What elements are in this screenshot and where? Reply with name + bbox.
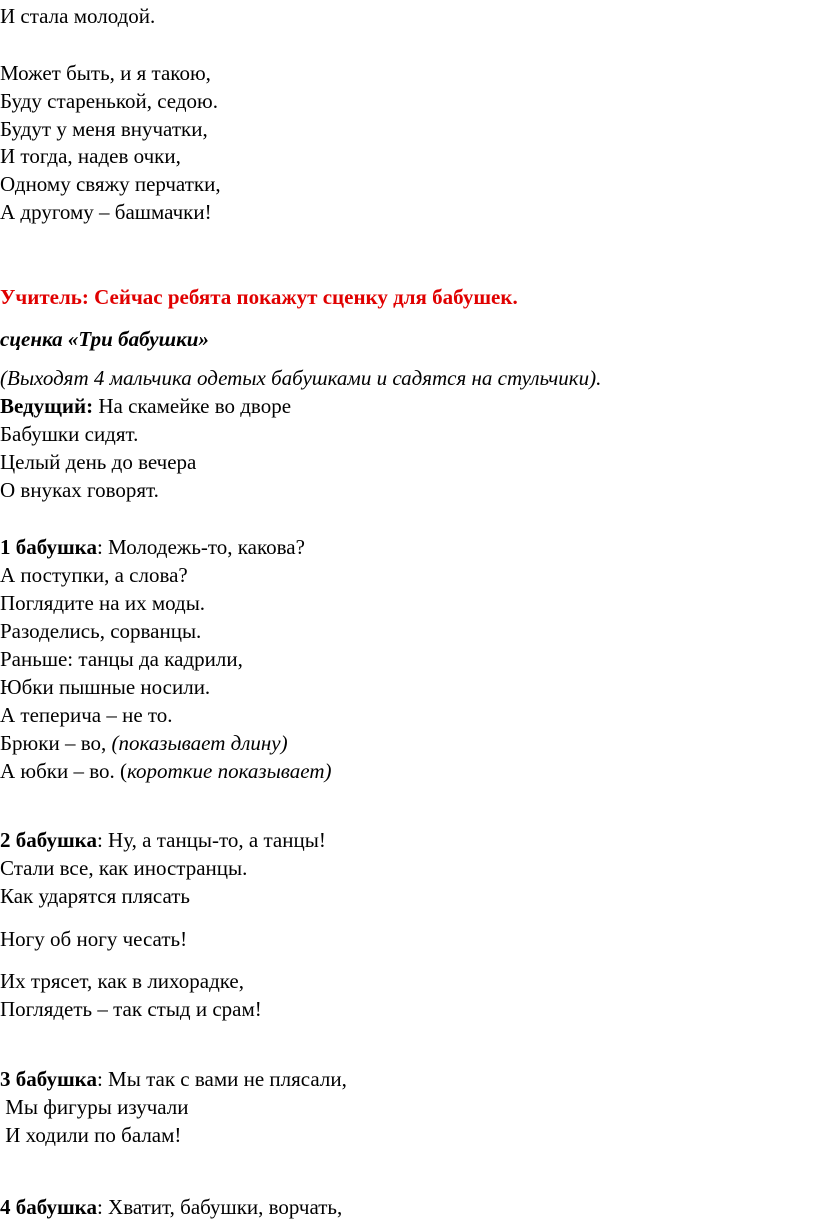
poem-line: И ходили по балам! xyxy=(0,1123,182,1147)
speaker-text: : Молодежь-то, какова? xyxy=(96,535,305,559)
line-text: Брюки – во, xyxy=(0,731,112,755)
speaker-text: : Хватит, бабушки, ворчать, xyxy=(96,1195,343,1219)
poem-line: Ногу об ногу чесать! xyxy=(0,927,188,951)
speaker-label: 2 бабушка xyxy=(0,828,97,852)
speaker-label: 4 бабушка xyxy=(0,1195,97,1219)
poem-line: И стала молодой. xyxy=(0,4,156,28)
poem-line: И тогда, надев очки, xyxy=(0,144,181,168)
speaker-text: На скамейке во дворе xyxy=(93,394,292,418)
grandma-3-line xyxy=(0,1065,347,1093)
speaker-label: 1 бабушка xyxy=(0,535,97,559)
poem-line: А другому – башмачки! xyxy=(0,200,212,224)
host-line xyxy=(0,392,291,420)
poem-line: Мы фигуры изучали xyxy=(0,1095,189,1119)
grandma-4-line xyxy=(0,1193,342,1221)
poem-line xyxy=(0,729,288,757)
poem-line: Может быть, и я такою, xyxy=(0,61,211,85)
line-text: А юбки – во. ( xyxy=(0,759,127,783)
poem-line: Стали все, как иностранцы. xyxy=(0,856,248,880)
poem-line: Поглядите на их моды. xyxy=(0,591,206,615)
poem-line: Бабушки сидят. xyxy=(0,422,139,446)
poem-line: Одному свяжу перчатки, xyxy=(0,172,221,196)
poem-line: Юбки пышные носили. xyxy=(0,675,211,699)
poem-line: Как ударятся плясать xyxy=(0,884,190,908)
poem-line: Буду старенькой, седою. xyxy=(0,89,218,113)
poem-line: Их трясет, как в лихорадке, xyxy=(0,969,245,993)
speaker-label: Ведущий: xyxy=(0,394,94,418)
poem-line: А теперича – не то. xyxy=(0,703,173,727)
poem-line: Разоделись, сорванцы. xyxy=(0,619,202,643)
poem-line: А поступки, а слова? xyxy=(0,563,188,587)
speaker-label: 3 бабушка xyxy=(0,1067,97,1091)
speaker-text: : Ну, а танцы-то, а танцы! xyxy=(96,828,326,852)
scene-title: сценка «Три бабушки» xyxy=(0,327,209,351)
stage-direction: (Выходят 4 мальчика одетых бабушками и садятся на стульчики). xyxy=(0,366,602,390)
poem-line xyxy=(0,757,331,785)
poem-line: О внуках говорят. xyxy=(0,478,159,502)
speaker-text: : Мы так с вами не плясали, xyxy=(96,1067,347,1091)
grandma-1-line xyxy=(0,533,305,561)
poem-line: Раньше: танцы да кадрили, xyxy=(0,647,243,671)
poem-line: Будут у меня внучатки, xyxy=(0,117,208,141)
stage-note: короткие показывает) xyxy=(127,759,332,783)
stage-note: (показывает длину) xyxy=(111,731,288,755)
teacher-line: Учитель: Сейчас ребята покажут сценку для бабушек. xyxy=(0,285,518,309)
grandma-2-line xyxy=(0,826,326,854)
poem-line: Поглядеть – так стыд и срам! xyxy=(0,997,262,1021)
poem-line: Целый день до вечера xyxy=(0,450,197,474)
